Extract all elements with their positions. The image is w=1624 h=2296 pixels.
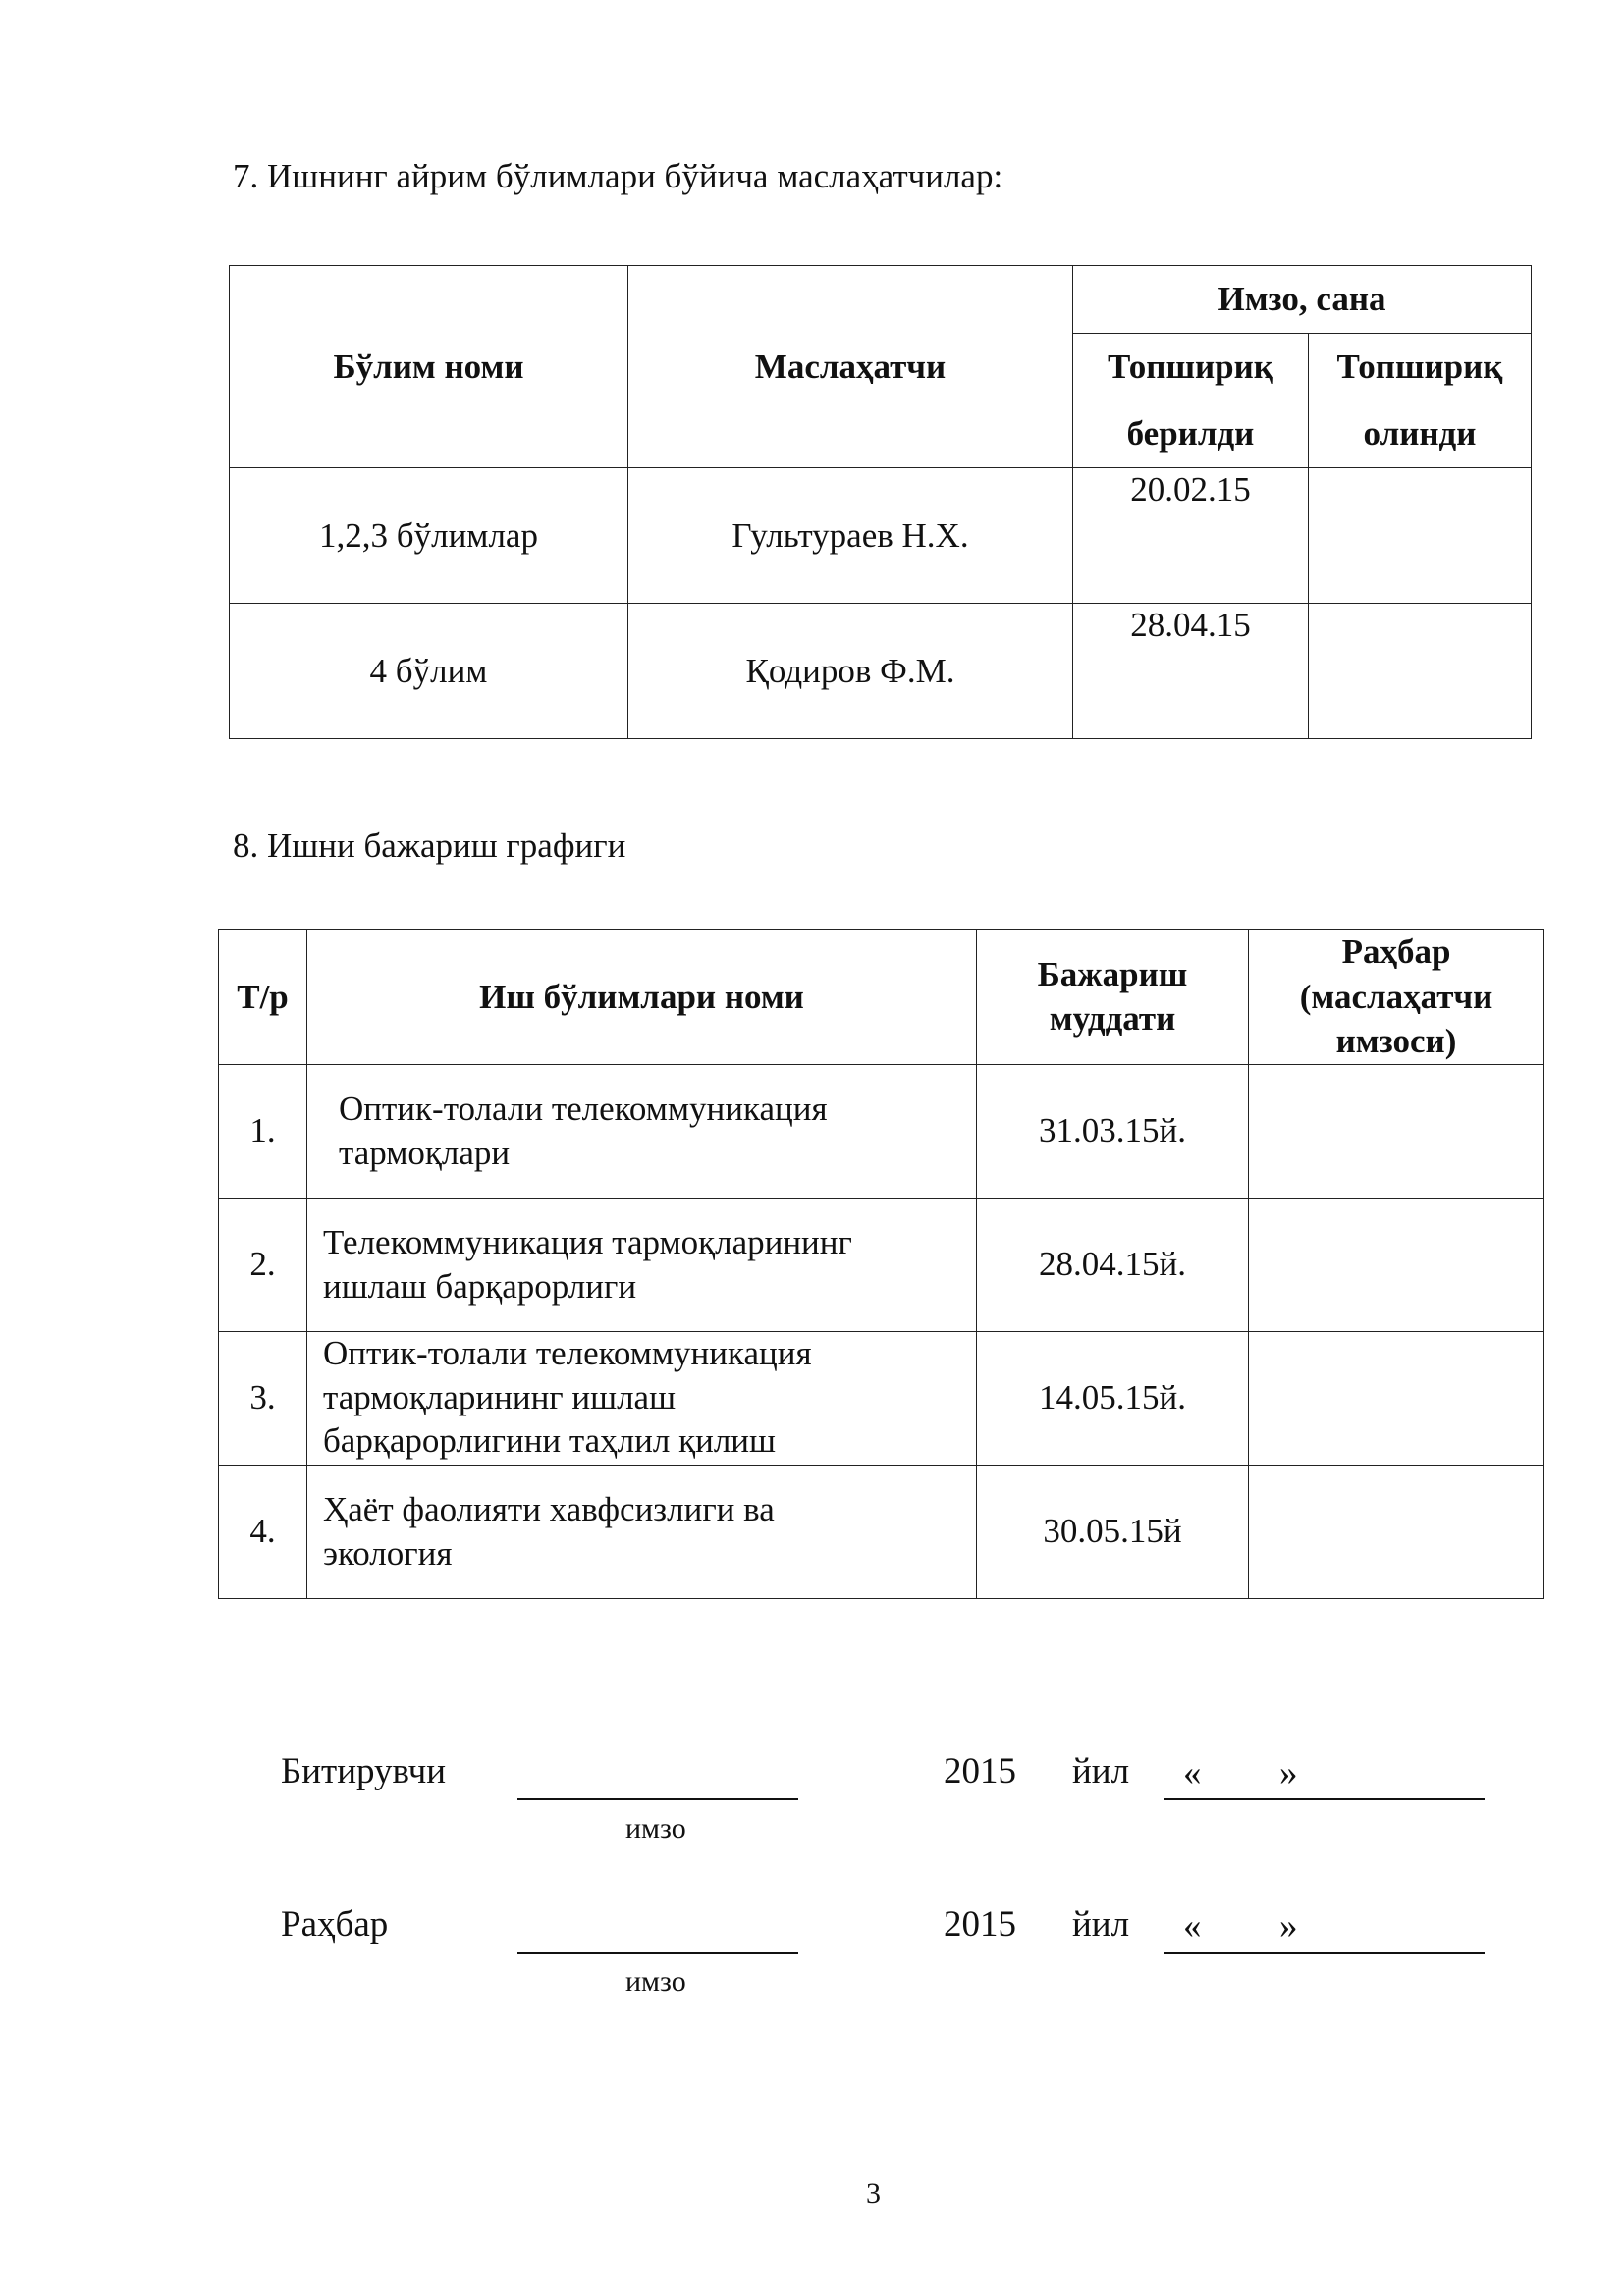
cell-name-line: тармоқлари xyxy=(339,1134,511,1172)
date-line xyxy=(1164,1798,1485,1800)
page-number: 3 xyxy=(866,2177,881,2210)
cell-name xyxy=(307,1331,977,1465)
table-row xyxy=(219,1064,1544,1198)
cell-deadline: 28.04.15й. xyxy=(977,1198,1249,1331)
cell-signature xyxy=(1249,1331,1544,1465)
col-header-sign-2: (маслаҳатчи xyxy=(1299,977,1493,1016)
section-7-heading: 7. Ишнинг айрим бўлимлари бўйича маслаҳатчилар: xyxy=(233,157,1003,195)
cell-name-line: барқарорлигини таҳлил қилиш xyxy=(323,1421,776,1461)
signature-yil: йил xyxy=(1072,1751,1130,1791)
col-header-task-received-1: Топшириқ xyxy=(1309,334,1532,401)
col-header-sign-1: Раҳбар xyxy=(1341,933,1451,971)
signature-line xyxy=(517,1952,798,1954)
col-header-signature xyxy=(1249,930,1544,1065)
signature-caption: имзо xyxy=(625,1812,686,1844)
col-header-num: Т/р xyxy=(219,930,307,1065)
cell-received-date xyxy=(1309,468,1532,604)
table-row xyxy=(230,604,1532,739)
cell-signature xyxy=(1249,1465,1544,1598)
col-header-task-received-2: олинди xyxy=(1309,400,1532,468)
cell-signature xyxy=(1249,1198,1544,1331)
table-row xyxy=(219,1331,1544,1465)
cell-num: 4. xyxy=(219,1465,307,1598)
col-header-task-given-1: Топшириқ xyxy=(1073,334,1309,401)
schedule-table xyxy=(218,929,1544,1599)
col-header-advisor: Маслаҳатчи xyxy=(628,266,1073,468)
cell-name xyxy=(307,1064,977,1198)
cell-name xyxy=(307,1198,977,1331)
signature-open-quote: « xyxy=(1183,1906,1202,1947)
advisors-table xyxy=(229,265,1532,739)
signature-yil: йил xyxy=(1072,1904,1130,1945)
table-row xyxy=(230,468,1532,604)
cell-section: 1,2,3 бўлимлар xyxy=(230,468,628,604)
col-header-sign-3: имзоси) xyxy=(1335,1022,1457,1060)
signature-year: 2015 xyxy=(944,1751,1016,1791)
table-row xyxy=(219,1198,1544,1331)
table-row xyxy=(219,1465,1544,1598)
signature-caption: имзо xyxy=(625,1965,686,1998)
col-header-deadline xyxy=(977,930,1249,1065)
cell-name-line: Ҳаёт фаолияти хавфсизлиги ва xyxy=(323,1489,775,1528)
section-8-heading: 8. Ишни бажариш графиги xyxy=(233,827,626,865)
cell-name-line: тармоқларининг ишлаш xyxy=(323,1377,677,1416)
cell-name xyxy=(307,1465,977,1598)
col-header-section-name: Бўлим номи xyxy=(230,266,628,468)
signature-open-quote: « xyxy=(1183,1753,1202,1793)
cell-num: 2. xyxy=(219,1198,307,1331)
cell-given-date: 28.04.15 xyxy=(1073,604,1309,739)
cell-name-line: Оптик-толали телекоммуникация xyxy=(323,1333,812,1372)
signature-year: 2015 xyxy=(944,1904,1016,1945)
signature-role: Битирувчи xyxy=(281,1751,446,1791)
cell-name-line: экология xyxy=(323,1534,453,1573)
cell-num: 1. xyxy=(219,1064,307,1198)
cell-num: 3. xyxy=(219,1331,307,1465)
cell-given-date: 20.02.15 xyxy=(1073,468,1309,604)
col-header-name: Иш бўлимлари номи xyxy=(307,930,977,1065)
signature-close-quote: » xyxy=(1279,1753,1298,1793)
col-header-deadline-1: Бажариш xyxy=(1037,954,1188,993)
cell-section: 4 бўлим xyxy=(230,604,628,739)
signature-close-quote: » xyxy=(1279,1906,1298,1947)
col-header-task-given-2: берилди xyxy=(1073,400,1309,468)
cell-deadline: 14.05.15й. xyxy=(977,1331,1249,1465)
date-line xyxy=(1164,1952,1485,1954)
cell-received-date xyxy=(1309,604,1532,739)
cell-signature xyxy=(1249,1064,1544,1198)
cell-name-line: Телекоммуникация тармоқларининг xyxy=(323,1222,852,1261)
cell-name-line: Оптик-толали телекоммуникация xyxy=(339,1089,828,1128)
cell-advisor: Қодиров Ф.М. xyxy=(628,604,1073,739)
cell-name-line: ишлаш барқарорлиги xyxy=(323,1267,637,1306)
cell-deadline: 30.05.15й xyxy=(977,1465,1249,1598)
signature-role: Раҳбар xyxy=(281,1904,389,1945)
cell-advisor: Гультураев Н.Х. xyxy=(628,468,1073,604)
cell-deadline: 31.03.15й. xyxy=(977,1064,1249,1198)
signature-line xyxy=(517,1798,798,1800)
col-header-deadline-2: муддати xyxy=(1049,999,1176,1039)
col-header-sign-date: Имзо, сана xyxy=(1073,266,1532,334)
